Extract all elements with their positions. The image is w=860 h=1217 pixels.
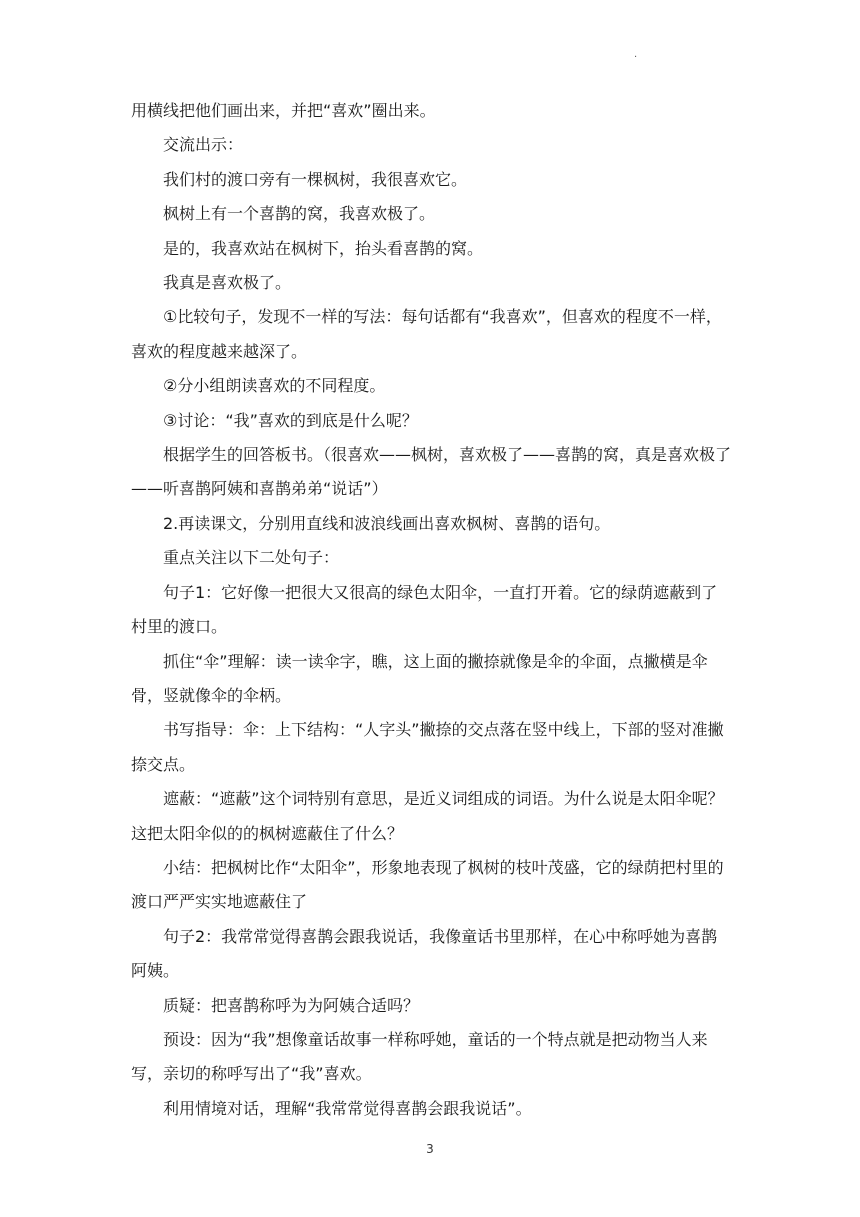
paragraph: 句子2：我常常觉得喜鹊会跟我说话，我像童话书里那样，在心中称呼她为喜鹊阿姨。 (131, 926, 718, 981)
paragraph: 我们村的渡口旁有一棵枫树，我很喜欢它。 (163, 169, 468, 189)
paragraph: 交流出示： (163, 135, 244, 155)
paragraph: 用横线把他们画出来，并把“喜欢”圈出来。 (131, 101, 436, 120)
body-text (131, 94, 731, 1126)
paragraph: ①比较句子，发现不一样的写法：每句话都有“我喜欢”，但喜欢的程度不一样，喜欢的程度越来越深了。 (131, 307, 722, 361)
paragraph: 是的，我喜欢站在枫树下，抬头看喜鹊的窝。 (163, 238, 484, 258)
paragraph: 根据学生的回答板书。（很喜欢——枫树，喜欢极了——喜鹊的窝，真是喜欢极了——听喜鹊阿姨和喜鹊弟弟“说话”） (131, 445, 732, 499)
paragraph: 小结：把枫树比作“太阳伞”，形象地表现了枫树的枝叶茂盛，它的绿荫把村里的渡口严严实实地遮蔽住了 (131, 857, 724, 912)
page-number: 3 (426, 1142, 434, 1156)
paragraph: 2.再读课文，分别用直线和波浪线画出喜欢枫树、喜鹊的语句。 (163, 513, 611, 533)
paragraph: 预设：因为“我”想像童话故事一样称呼她，童话的一个特点就是把动物当人来写，亲切的称呼写出了“我”喜欢。 (131, 1029, 708, 1084)
paragraph: ②分小组朗读喜欢的不同程度。 (163, 376, 386, 396)
paragraph: 遮蔽：“遮蔽”这个词特别有意思，是近义词组成的词语。为什么说是太阳伞呢？这把太阳伞似的的枫树遮蔽住了什么？ (131, 789, 724, 843)
paragraph: 我真是喜欢极了。 (163, 273, 292, 293)
paragraph: 句子1：它好像一把很大又很高的绿色太阳伞，一直打开着。它的绿荫遮蔽到了村里的渡口。 (131, 582, 718, 637)
header-mark: · (634, 52, 638, 63)
paragraph: 书写指导：伞：上下结构：“人字头”撇捺的交点落在竖中线上，下部的竖对准撇捺交点。 (131, 720, 724, 774)
paragraph: 重点关注以下二处句子： (163, 548, 340, 568)
paragraph: 质疑：把喜鹊称呼为为阿姨合适吗？ (163, 995, 420, 1015)
paragraph: 枫树上有一个喜鹊的窝，我喜欢极了。 (163, 204, 436, 224)
paragraph: ③讨论：“我”喜欢的到底是什么呢？ (163, 410, 418, 430)
paragraph: 抓住“伞”理解：读一读伞字，瞧，这上面的撇捺就像是伞的伞面，点撇横是伞骨，竖就像伞的伞柄。 (131, 651, 708, 705)
paragraph: 利用情境对话，理解“我常常觉得喜鹊会跟我说话”。 (163, 1098, 532, 1118)
